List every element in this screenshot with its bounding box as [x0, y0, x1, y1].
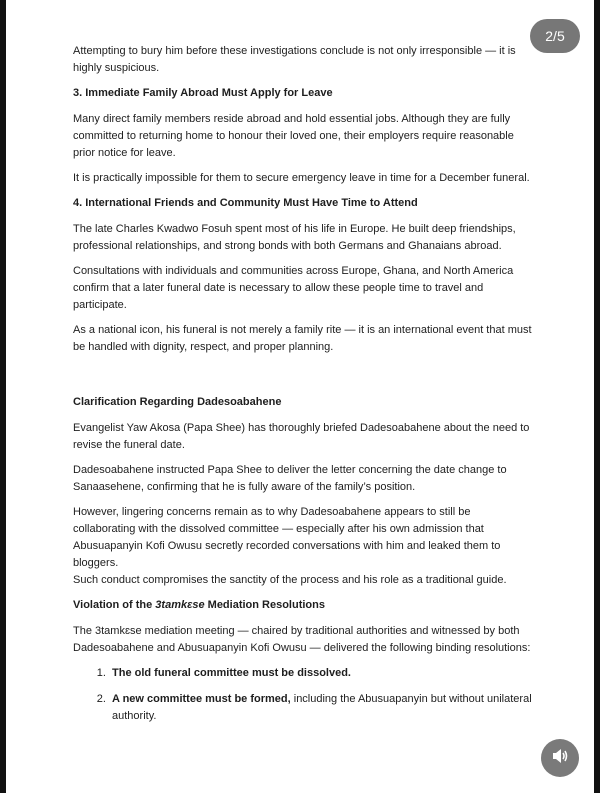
clarification-paragraph: However, lingering concerns remain as to why Dadesoabahene appears to still be collaborating with the dissolved committee — especially after his own admission that Abusuapanyin Kofi Owusu secretly recorded conversations with him and leaked them to bloggers. — [73, 506, 501, 569]
resolution-rest: including the Abusuapanyin but without unilateral authority. — [112, 693, 532, 722]
intro-paragraph: Attempting to bury him before these investigations conclude is not only irresponsible — it is highly suspicious. — [73, 45, 516, 74]
section-spacer — [73, 364, 533, 394]
violation-heading-italic: 3tamkɛse — [155, 599, 205, 611]
resolution-item — [109, 665, 533, 682]
section-4-paragraph: Consultations with individuals and communities across Europe, Ghana, and North America confirm that a later funeral date is necessary to allow these people time to travel and participate. — [73, 265, 514, 311]
violation-heading-start: Violation of the — [73, 599, 156, 611]
section-3-paragraph: It is practically impossible for them to secure emergency leave in time for a December funeral. — [73, 172, 530, 184]
clarification-paragraph: Evangelist Yaw Akosa (Papa Shee) has thoroughly briefed Dadesoabahene about the need to revise the funeral date. — [73, 422, 530, 451]
clarification-heading: Clarification Regarding Dadesoabahene — [73, 396, 282, 408]
section-4-heading: 4. International Friends and Community Must Have Time to Attend — [73, 197, 418, 209]
resolution-bold: The old funeral committee must be dissolved. — [112, 667, 351, 679]
resolution-bold: A new committee must be formed, — [112, 693, 291, 705]
section-3-paragraph: Many direct family members reside abroad and hold essential jobs. Although they are fully committed to returning home to honour their loved one, their employers require reasonable prior notice for leave. — [73, 113, 514, 159]
audio-button[interactable] — [541, 739, 579, 777]
clarification-paragraph: Such conduct compromises the sanctity of the process and his role as a traditional guide. — [73, 574, 507, 586]
speaker-icon — [551, 748, 569, 769]
section-3-heading: 3. Immediate Family Abroad Must Apply for Leave — [73, 87, 333, 99]
document-page — [6, 0, 594, 793]
section-4-paragraph: As a national icon, his funeral is not merely a family rite — it is an international event that must be handled with dignity, respect, and proper planning. — [73, 324, 532, 353]
document-content — [73, 43, 533, 734]
resolutions-list — [73, 665, 533, 725]
section-4-paragraph: The late Charles Kwadwo Fosuh spent most of his life in Europe. He built deep friendships, professional relationships, and strong bonds with both Germans and Ghanaians abroad. — [73, 223, 516, 252]
resolution-item — [109, 691, 533, 725]
violation-paragraph: The 3tamkɛse mediation meeting — chaired by traditional authorities and witnessed by both Dadesoabahene and Abusuapanyin Kofi Owusu — delivered the following binding resolutions: — [73, 625, 531, 654]
clarification-paragraph: Dadesoabahene instructed Papa Shee to deliver the letter concerning the date change to Sanaasehene, confirming that he is fully aware of the family’s position. — [73, 464, 507, 493]
page-indicator: 2/5 — [530, 19, 580, 53]
violation-heading — [73, 597, 533, 614]
violation-heading-end: Mediation Resolutions — [204, 599, 325, 611]
